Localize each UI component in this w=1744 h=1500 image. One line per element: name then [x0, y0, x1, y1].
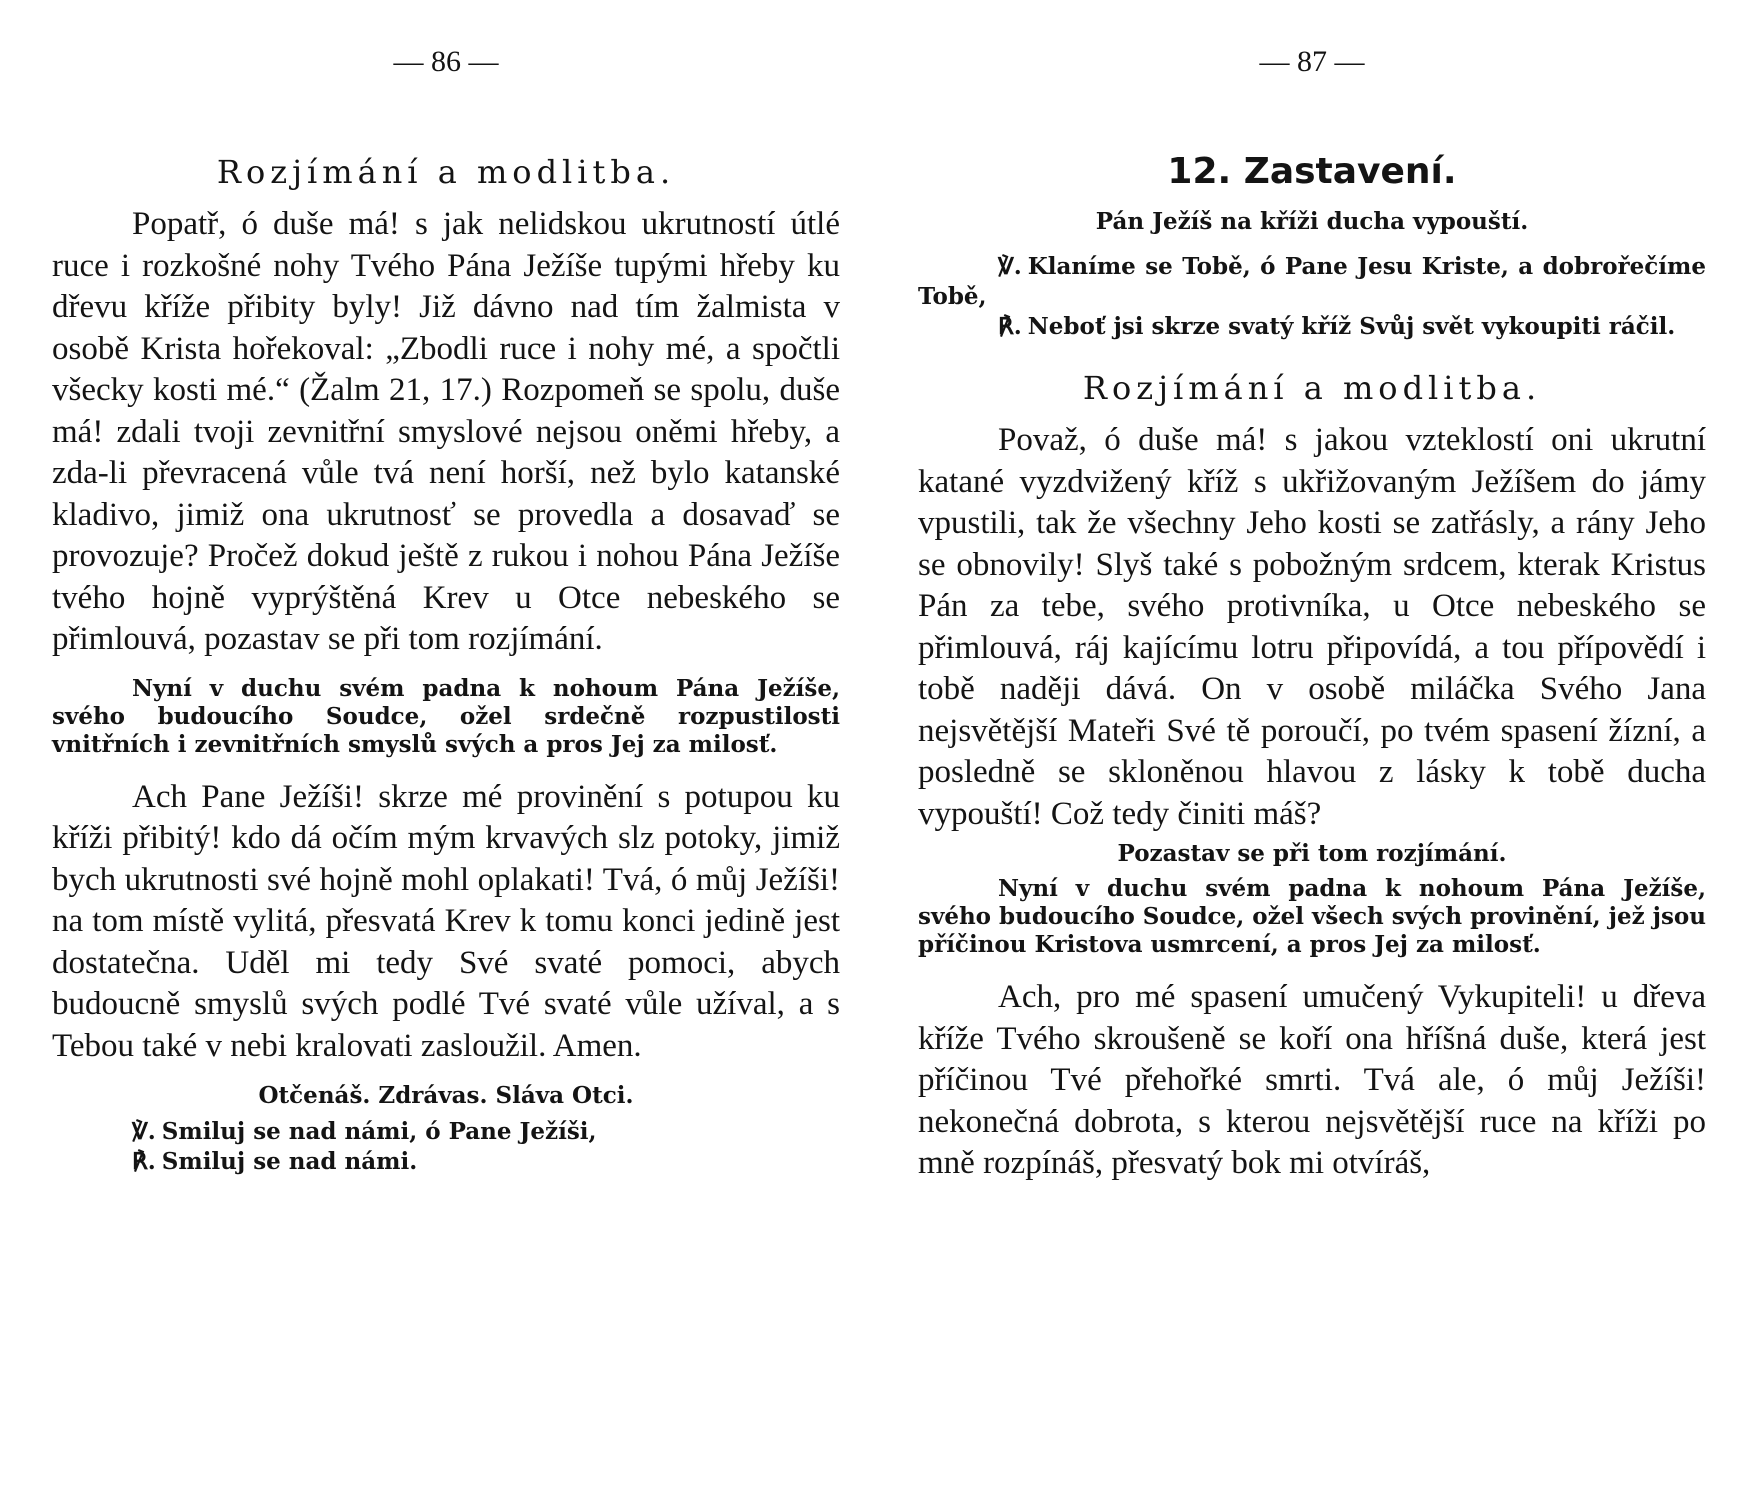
right-page — [918, 40, 1706, 1199]
response-text: Smiluj se nad námi. — [161, 1148, 418, 1175]
versicle-symbol: ℣. — [132, 1118, 156, 1145]
instruction-paragraph: Nyní v duchu svém padna k nohoum Pána Ježíše, svého budoucího Soudce, ožel srdečně rozpustilosti vnitřních i zevnitřních smyslů svých a pros Jej za milosť. — [52, 674, 840, 758]
station-subtitle: Pán Ježíš na kříži ducha vypouští. — [1095, 208, 1529, 235]
pause-line: Pozastav se při tom rozjímání. — [1117, 840, 1507, 867]
response-text: Neboť jsi skrze svatý kříž Svůj svět vykoupiti ráčil. — [1027, 313, 1676, 340]
page-number: — 86 — — [393, 45, 499, 78]
left-page — [52, 40, 840, 1177]
meditation-paragraph: Považ, ó duše má! s jakou vzteklostí oni ukrutní katané vyzdvižený kříž s ukřižovaným Ježíšem do jámy vpustili, tak že všechny Jeho kosti se zatřásly, a rány Jeho se obnovily! Slyš také s pobožným srdcem, kterak Kristus Pán za tebe, svého protivníka, u Otce nebeského se přimlouvá, ráj kajícímu lotru připovídá, a tou přípovědí i tobě naději dává. On v osobě miláčka Svého Jana nejsvětější Mateři Své tě poroučí, po tvém spasení žízní, a posledně se skloněnou hlavou z lásky k tobě ducha vypouští! Což tedy činiti máš? — [918, 422, 1706, 832]
page-number: — 87 — — [1259, 45, 1365, 78]
response-line — [918, 312, 1706, 342]
response-line — [52, 1147, 840, 1177]
versicle-line — [918, 252, 1706, 312]
versicle-text: Smiluj se nad námi, ó Pane Ježíši, — [161, 1118, 597, 1145]
versicle-line — [52, 1117, 840, 1147]
versicle-symbol: ℣. — [998, 253, 1022, 280]
station-title: 12. Zastavení. — [1167, 151, 1457, 192]
instruction-paragraph: Nyní v duchu svém padna k nohoum Pána Ježíše, svého budoucího Soudce, ožel všech svých provinění, jež jsou příčinou Kristova usmrcení, a pros Jej za milosť. — [918, 875, 1706, 958]
response-symbol: ℟. — [998, 313, 1022, 340]
prayer-paragraph: Ach Pane Ježíši! skrze mé provinění s potupou ku kříži přibitý! kdo dá očím mým krvavých slz potoky, jimiž bych ukrutnosti své hojně mohl oplakati! Tvá, ó můj Ježíši! na tom místě vylitá, přesvatá Krev k tomu konci jedině jest dostatečna. Uděl mi tedy Své svaté pomoci, abych budoucně smyslů svých podlé Tvé svaté vůle užíval, a s Tebou také v nebi kralovati zasloužil. Amen. — [52, 778, 840, 1064]
versicle-text: Klaníme se Tobě, ó Pane Jesu Kriste, a dobrořečíme Tobě, — [918, 253, 1706, 310]
prayer-paragraph: Ach, pro mé spasení umučený Vykupiteli! u dřeva kříže Tvého skroušeně se koří ona hříšná duše, která jest příčinou Tvé přehořké smrti. Tvá ale, ó můj Ježíši! nekonečná dobrota, s kterou nejsvětější ruce na kříži po mně rozpínáš, přesvatý bok mi otvíráš, — [918, 979, 1706, 1181]
section-heading: Rozjímání a modlitba. — [216, 153, 676, 191]
section-heading: Rozjímání a modlitba. — [1082, 369, 1542, 407]
prayers-line: Otčenáš. Zdrávas. Sláva Otci. — [258, 1082, 634, 1109]
response-symbol: ℟. — [132, 1148, 156, 1175]
meditation-paragraph: Popatř, ó duše má! s jak nelidskou ukrutností útlé ruce i rozkošné nohy Tvého Pána Ježíše tupými hřeby ku dřevu kříže přibity byly! Již dávno nad tím žalmista v osobě Krista hořekoval: „Zbodli ruce i nohy mé, a spočtli všecky kosti mé.“ (Žalm 21, 17.) Rozpomeň se spolu, duše má! zdali tvoji zevnitřní smyslové nejsou oněmi hřeby, a zda-li převracená vůle tvá není horší, než bylo katanské kladivo, jimiž ona ukrutnosť se provedla a dosavaď se provozuje? Pročež dokud ještě z rukou i nohou Pána Ježíše tvého hojně vyprýštěná Krev u Otce nebeského se přimlouvá, pozastav se při tom rozjímání. — [52, 206, 840, 657]
